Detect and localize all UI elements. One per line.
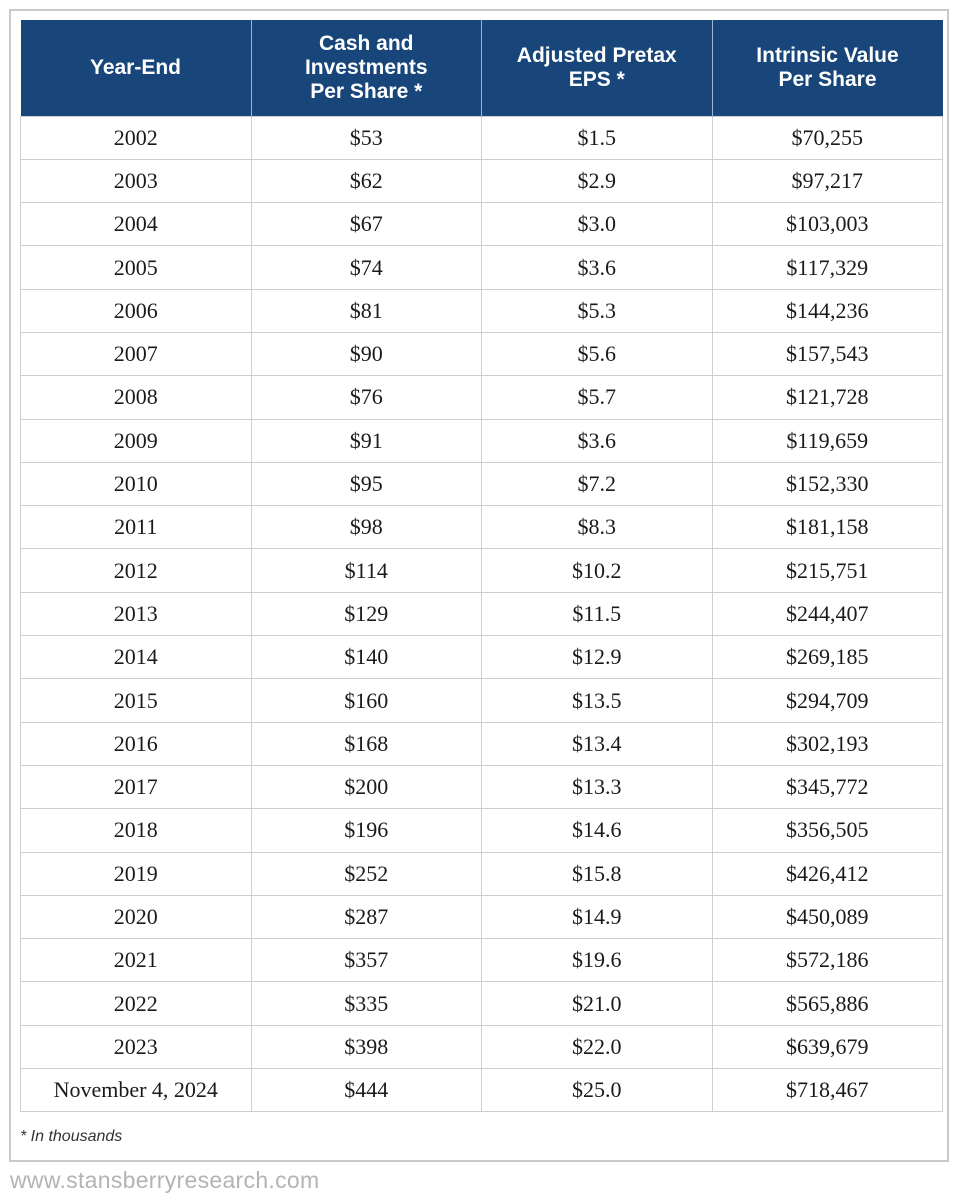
intrinsic-value-cell: $244,407 xyxy=(712,592,943,635)
table-body xyxy=(21,116,943,1112)
table-row xyxy=(21,332,943,375)
eps-cell: $19.6 xyxy=(482,939,713,982)
intrinsic-value-cell: $572,186 xyxy=(712,939,943,982)
intrinsic-value-cell: $97,217 xyxy=(712,159,943,202)
year-cell: 2013 xyxy=(21,592,252,635)
table-row xyxy=(21,116,943,159)
eps-cell: $2.9 xyxy=(482,159,713,202)
year-cell: 2003 xyxy=(21,159,252,202)
intrinsic-value-cell: $302,193 xyxy=(712,722,943,765)
cash-cell: $114 xyxy=(251,549,482,592)
eps-cell: $3.0 xyxy=(482,203,713,246)
table-row xyxy=(21,722,943,765)
year-cell: 2009 xyxy=(21,419,252,462)
eps-cell: $14.9 xyxy=(482,895,713,938)
intrinsic-value-cell: $345,772 xyxy=(712,765,943,808)
intrinsic-value-cell: $117,329 xyxy=(712,246,943,289)
year-cell: 2010 xyxy=(21,462,252,505)
year-cell: 2023 xyxy=(21,1025,252,1068)
table-row xyxy=(21,982,943,1025)
footnote: * In thousands xyxy=(20,1128,123,1145)
year-cell: November 4, 2024 xyxy=(21,1069,252,1112)
cash-cell: $53 xyxy=(251,116,482,159)
header-year-end xyxy=(21,20,252,116)
intrinsic-value-cell: $70,255 xyxy=(712,116,943,159)
eps-cell: $5.7 xyxy=(482,376,713,419)
cash-cell: $74 xyxy=(251,246,482,289)
table-row xyxy=(21,376,943,419)
table-row xyxy=(21,159,943,202)
cash-cell: $98 xyxy=(251,506,482,549)
eps-cell: $3.6 xyxy=(482,419,713,462)
intrinsic-value-cell: $426,412 xyxy=(712,852,943,895)
table-row xyxy=(21,203,943,246)
cash-cell: $76 xyxy=(251,376,482,419)
table-row xyxy=(21,939,943,982)
table-row xyxy=(21,636,943,679)
year-cell: 2006 xyxy=(21,289,252,332)
cash-cell: $398 xyxy=(251,1025,482,1068)
cash-cell: $62 xyxy=(251,159,482,202)
eps-cell: $7.2 xyxy=(482,462,713,505)
eps-cell: $21.0 xyxy=(482,982,713,1025)
eps-cell: $13.5 xyxy=(482,679,713,722)
intrinsic-value-cell: $144,236 xyxy=(712,289,943,332)
cash-cell: $168 xyxy=(251,722,482,765)
intrinsic-value-cell: $450,089 xyxy=(712,895,943,938)
cash-cell: $357 xyxy=(251,939,482,982)
intrinsic-value-cell: $356,505 xyxy=(712,809,943,852)
intrinsic-value-cell: $121,728 xyxy=(712,376,943,419)
intrinsic-value-cell: $181,158 xyxy=(712,506,943,549)
table-row xyxy=(21,549,943,592)
cash-cell: $81 xyxy=(251,289,482,332)
eps-cell: $14.6 xyxy=(482,809,713,852)
table-row xyxy=(21,246,943,289)
intrinsic-value-cell: $119,659 xyxy=(712,419,943,462)
eps-cell: $5.3 xyxy=(482,289,713,332)
year-cell: 2019 xyxy=(21,852,252,895)
intrinsic-value-cell: $269,185 xyxy=(712,636,943,679)
header-cash-investments-label: Cash and Investments Per Share * xyxy=(304,31,428,103)
year-cell: 2018 xyxy=(21,809,252,852)
year-cell: 2015 xyxy=(21,679,252,722)
intrinsic-value-cell: $215,751 xyxy=(712,549,943,592)
intrinsic-value-cell: $294,709 xyxy=(712,679,943,722)
cash-cell: $200 xyxy=(251,765,482,808)
year-cell: 2002 xyxy=(21,116,252,159)
eps-cell: $22.0 xyxy=(482,1025,713,1068)
intrinsic-value-cell: $103,003 xyxy=(712,203,943,246)
year-cell: 2004 xyxy=(21,203,252,246)
table-row xyxy=(21,809,943,852)
cash-cell: $129 xyxy=(251,592,482,635)
eps-cell: $12.9 xyxy=(482,636,713,679)
intrinsic-value-cell: $565,886 xyxy=(712,982,943,1025)
intrinsic-value-cell: $157,543 xyxy=(712,332,943,375)
table-row xyxy=(21,679,943,722)
year-cell: 2020 xyxy=(21,895,252,938)
year-cell: 2022 xyxy=(21,982,252,1025)
cash-cell: $90 xyxy=(251,332,482,375)
cash-cell: $67 xyxy=(251,203,482,246)
eps-cell: $5.6 xyxy=(482,332,713,375)
year-cell: 2005 xyxy=(21,246,252,289)
cash-cell: $444 xyxy=(251,1069,482,1112)
year-cell: 2012 xyxy=(21,549,252,592)
cash-cell: $287 xyxy=(251,895,482,938)
table-row xyxy=(21,419,943,462)
cash-cell: $160 xyxy=(251,679,482,722)
year-cell: 2017 xyxy=(21,765,252,808)
year-cell: 2014 xyxy=(21,636,252,679)
eps-cell: $1.5 xyxy=(482,116,713,159)
table-row xyxy=(21,1025,943,1068)
eps-cell: $8.3 xyxy=(482,506,713,549)
table-row xyxy=(21,1069,943,1112)
table-row xyxy=(21,852,943,895)
header-intrinsic-value-label: Intrinsic Value Per Share xyxy=(756,43,899,91)
header-row xyxy=(21,20,943,116)
header-adjusted-pretax-eps-label: Adjusted Pretax EPS * xyxy=(516,43,677,91)
eps-cell: $13.3 xyxy=(482,765,713,808)
table-row xyxy=(21,895,943,938)
year-cell: 2016 xyxy=(21,722,252,765)
data-table xyxy=(20,20,943,1112)
cash-cell: $196 xyxy=(251,809,482,852)
year-cell: 2021 xyxy=(21,939,252,982)
cash-cell: $252 xyxy=(251,852,482,895)
table-row xyxy=(21,289,943,332)
year-cell: 2008 xyxy=(21,376,252,419)
eps-cell: $15.8 xyxy=(482,852,713,895)
watermark-url: www.stansberryresearch.com xyxy=(10,1167,320,1193)
header-adjusted-pretax-eps xyxy=(482,20,713,116)
table-frame xyxy=(9,9,949,1162)
intrinsic-value-cell: $718,467 xyxy=(712,1069,943,1112)
year-cell: 2007 xyxy=(21,332,252,375)
cash-cell: $140 xyxy=(251,636,482,679)
year-cell: 2011 xyxy=(21,506,252,549)
cash-cell: $95 xyxy=(251,462,482,505)
intrinsic-value-cell: $639,679 xyxy=(712,1025,943,1068)
cash-cell: $335 xyxy=(251,982,482,1025)
table-row xyxy=(21,765,943,808)
table-row xyxy=(21,592,943,635)
table-row xyxy=(21,506,943,549)
eps-cell: $3.6 xyxy=(482,246,713,289)
eps-cell: $10.2 xyxy=(482,549,713,592)
header-intrinsic-value xyxy=(712,20,943,116)
eps-cell: $11.5 xyxy=(482,592,713,635)
header-year-end-label: Year-End xyxy=(89,55,182,79)
cash-cell: $91 xyxy=(251,419,482,462)
table-row xyxy=(21,462,943,505)
header-cash-investments xyxy=(251,20,482,116)
eps-cell: $13.4 xyxy=(482,722,713,765)
intrinsic-value-cell: $152,330 xyxy=(712,462,943,505)
eps-cell: $25.0 xyxy=(482,1069,713,1112)
